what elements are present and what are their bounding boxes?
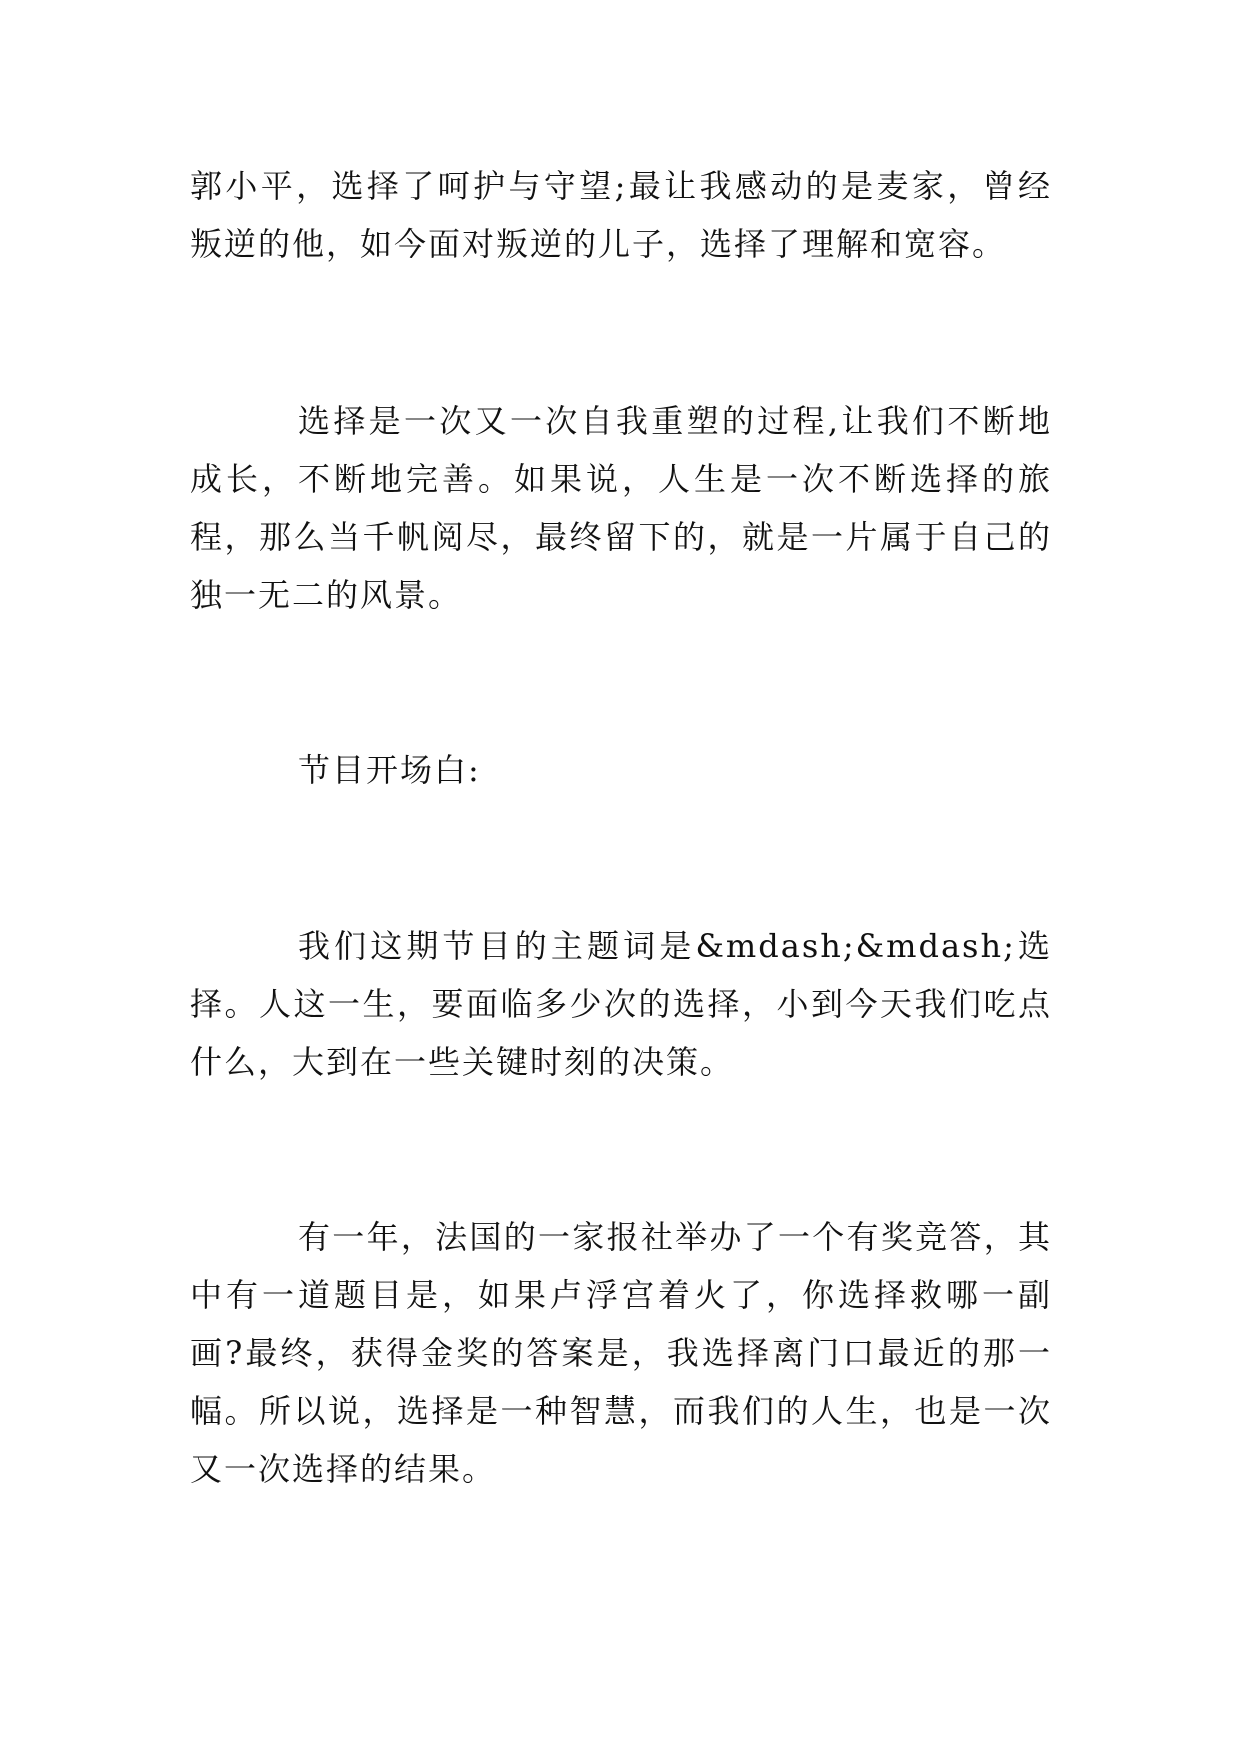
paragraph-louvre-story: 有一年，法国的一家报社举办了一个有奖竞答，其中有一道题目是，如果卢浮宫着火了，你选择救哪一副画?最终，获得金奖的答案是，我选择离门口最近的那一幅。所以说，选择是一种智慧，而我们的人生，也是一次又一次选择的结果。 bbox=[190, 1218, 1052, 1488]
paragraph-program-theme: 我们这期节目的主题词是&mdash;&mdash;选择。人这一生，要面临多少次的选择，小到今天我们吃点什么，大到在一些关键时刻的决策。 bbox=[190, 927, 1052, 1081]
paragraph-choice-reshaping: 选择是一次又一次自我重塑的过程,让我们不断地成长，不断地完善。如果说，人生是一次不断选择的旅程，那么当千帆阅尽，最终留下的，就是一片属于自己的独一无二的风景。 bbox=[190, 402, 1052, 614]
section-heading-opening-remarks: 节目开场白: bbox=[298, 751, 481, 789]
paragraph-continuation: 郭小平，选择了呵护与守望;最让我感动的是麦家，曾经叛逆的他，如今面对叛逆的儿子，选择了理解和宽容。 bbox=[190, 167, 1052, 263]
